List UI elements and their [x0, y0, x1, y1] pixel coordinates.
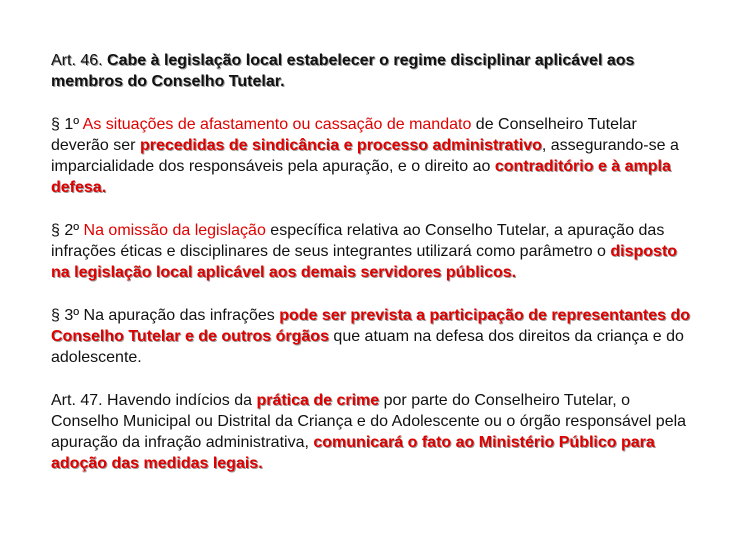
art-46-text: Cabe à legislação local estabelecer o regime disciplinar aplicável aos membros do Conselho Tutelar. — [51, 52, 635, 90]
paragraph-1-highlight-1: As situações de afastamento ou cassação de mandato — [82, 116, 472, 133]
paragraph-1-number: § 1º — [51, 116, 83, 133]
art-46-paragraph — [51, 50, 691, 92]
art-47-text-2: por parte do Conselheiro Tutelar, o Conselho Municipal ou Distrital da Criança e do Adolescente ou o órgão responsável pela apuração da infração administrativa, — [51, 392, 687, 451]
art-46-number: Art. 46. — [51, 52, 108, 69]
paragraph-1-text-1: de Conselheiro Tutelar deverão ser — [51, 116, 637, 154]
paragraph-3 — [51, 305, 691, 368]
art-47-highlight-1: prática de crime — [256, 392, 380, 409]
art-47-paragraph — [51, 390, 691, 474]
paragraph-1-text-2: , assegurando-se a imparcialidade dos responsáveis pela apuração, e o direito ao — [51, 137, 679, 175]
art-47-highlight-2: comunicará o fato ao Ministério Público para adoção das medidas legais. — [51, 434, 655, 472]
paragraph-2-number: § 2º — [51, 222, 84, 239]
paragraph-3-text-2: que atuam na defesa dos direitos da criança e do adolescente. — [51, 328, 684, 366]
paragraph-1 — [51, 114, 691, 198]
paragraph-3-highlight-1: pode ser prevista a participação de representantes do Conselho Tutelar e de outros órgãos — [51, 307, 691, 345]
document-body — [51, 50, 691, 496]
art-47-text-1: Art. 47. Havendo indícios da — [51, 392, 257, 409]
paragraph-1-highlight-3: contraditório e à ampla defesa. — [51, 158, 671, 196]
paragraph-2-highlight-2: disposto na legislação local aplicável aos demais servidores públicos. — [51, 243, 678, 281]
paragraph-2 — [51, 220, 691, 283]
paragraph-2-highlight-1: Na omissão da legislação — [83, 222, 266, 239]
paragraph-2-text-1: específica relativa ao Conselho Tutelar, a apuração das infrações éticas e disciplinares de seus integrantes utilizará como parâmetro o — [51, 222, 665, 260]
paragraph-3-text-1: § 3º Na apuração das infrações — [51, 307, 280, 324]
paragraph-1-highlight-2: precedidas de sindicância e processo administrativo — [139, 137, 542, 154]
